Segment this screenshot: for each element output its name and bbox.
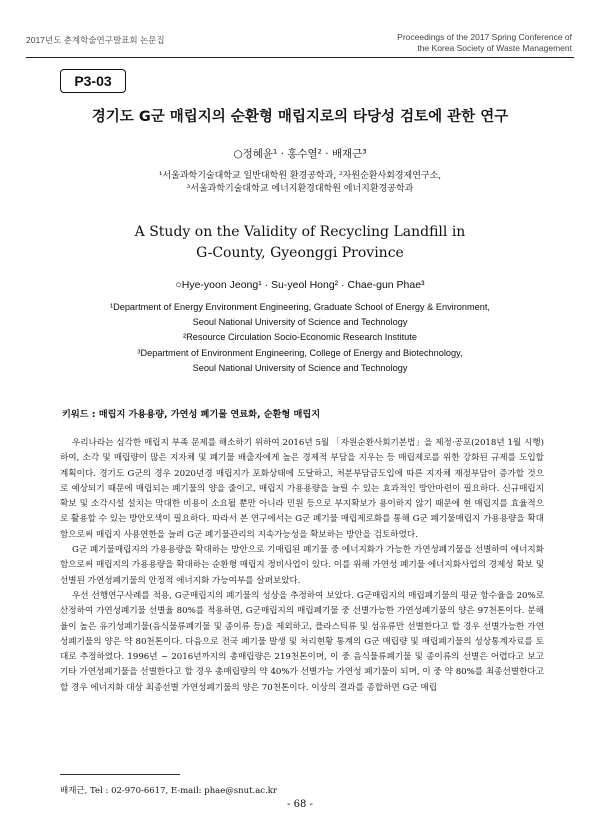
body-paragraph: 우선 선행연구사례를 적용, G군매립지의 폐기물의 성상을 추정하여 보았다. G군매립지의 매립폐기물의 평균 함수율을 20%로 산정하여 가연성폐기물 선별율 80%를 적용하면, G군매립지의 매립폐기물 중 선별가능한 가연성폐기물의 양은 97천톤이다. 분해율이 높은 유기성폐기물(음식물류폐기물 및 종이류 등)을 제외하고, 플라스틱류 및 섬유류만 선별한다고 할 경우 선별가능한 가연성폐기물의 양은 약 80천톤이다. 다음으로 전국 폐기물 발생 및 처리현황 통계의 G군 매립량 및 매립폐기물의 성상통계자료를 토대로 추정하였다. 1996년 ~ 2016년까지의 총매립량은 219천톤이며, 이 중 음식물류폐기물 및 종이류의 선별은 어렵다고 보고 기타 가연성폐기물을 선별한다고 할 경우 총매립량의 약 40%가 선별가능 가연성 폐기물이 되며, 이 중 약 80%를 최종선별한다고 할 경우 에너지화 대상 최종선별 가연성폐기물의 양은 70천톤이다. 이상의 결과를 종합하면 G군 매립 (60, 590, 544, 693)
korean-affiliations (0, 170, 600, 196)
running-header-right-line1: Proceedings of the 2017 Spring Conference of (397, 32, 572, 42)
english-title-line2: G-County, Gyeonggi Province (196, 245, 404, 261)
english-affiliation-line: ¹Department of Energy Environment Engineering, Graduate School of Energy & Environment, (110, 302, 490, 312)
korean-affiliation-line: ¹서울과학기술대학교 일반대학원 환경공학과, ²자원순환사회경제연구소, (158, 171, 442, 181)
body-text (60, 436, 544, 696)
korean-authors: ○정혜윤¹ · 홍수열² · 배재근³ (233, 148, 367, 160)
running-header-left: 2017년도 춘계학술연구발표회 논문집 (26, 35, 165, 45)
english-affiliation-line: ²Resource Circulation Socio-Economic Research Institute (183, 332, 417, 343)
english-affiliation-line: ³Department of Environment Engineering, College of Energy and Biotechnology, (137, 347, 463, 358)
korean-affiliation-line: ³서울과학기술대학교 에너지환경대학원 에너지환경공학과 (186, 184, 414, 194)
english-title (0, 222, 600, 264)
english-authors: ○Hye-yoon Jeong¹ · Su-yeol Hong² · Chae-gun Phae³ (175, 279, 425, 291)
keywords: 키워드 : 매립지 가용용량, 가연성 폐기물 연료화, 순환형 매립지 (62, 409, 321, 420)
body-paragraph: 우리나라는 심각한 매립지 부족 문제를 해소하기 위하여 2016년 5월 「자원순환사회기본법」을 제정·공포(2018년 1월 시행)하여, 소각 및 매립량이 많은 지자체 및 폐기물 배출자에게 높은 경제적 부담을 지우는 등 매립제로를 위한 강화된 규제를 도입할 계획이다. 경기도 G군의 경우 2020년경 매립지가 포화상태에 도달하고, 처분부담금도입에 따른 지자체 재정부담이 증가할 것으로 예상되기 때문에 매립되는 폐기물의 양을 줄이고, 매립지 가용용량을 늘릴 수 있는 효과적인 방안마련이 필요하다. 신규매립지 확보 및 소각시설 설치는 막대한 비용이 소요될 뿐만 아니라 민원 등으로 부지확보가 용이하지 않기 때문에 현 매립지를 효율적으로 활용할 수 있는 방안모색이 필요하다. 따라서 본 연구에서는 G군 폐기물 매립제로화를 통해 G군 폐기물매립지 가용용량을 확대함으로써 매립지 사용연한을 늘려 G군 폐기물관리의 지속가능성을 확보하는 방안을 검토하였다. (60, 438, 544, 540)
running-header-right (397, 32, 572, 54)
footnote-rule (60, 774, 180, 775)
running-header-right-line2: the Korea Society of Waste Management (417, 43, 572, 53)
footnote-contact: 배재근, Tel : 02-970-6617, E-mail: phae@snut.ac.kr (60, 786, 277, 796)
page-number: - 68 - (287, 799, 313, 810)
english-affiliations (0, 300, 600, 376)
paper-id-badge: P3-03 (60, 69, 126, 93)
korean-title: 경기도 G군 매립지의 순환형 매립지로의 타당성 검토에 관한 연구 (91, 109, 509, 125)
english-affiliation-line: Seoul National University of Science and Technology (192, 362, 408, 373)
header-rule (26, 57, 574, 58)
english-title-line1: A Study on the Validity of Recycling Landfill in (134, 224, 466, 240)
english-affiliation-line: Seoul National University of Science and Technology (192, 317, 408, 328)
body-paragraph: G군 폐기물매립지의 가용용량을 확대하는 방안으로 기매립된 폐기물 중 에너지화가 가능한 가연성폐기물을 선별하여 에너지화함으로써 매립지의 가용용량을 확대하는 순환형 매립지 정비사업이 있다. 이를 위해 가연성 폐기물 에너지화사업의 경제성 확보 및 선별된 가연성폐기물의 안정적 에너지화 가능여부를 살펴보았다. (60, 545, 544, 586)
